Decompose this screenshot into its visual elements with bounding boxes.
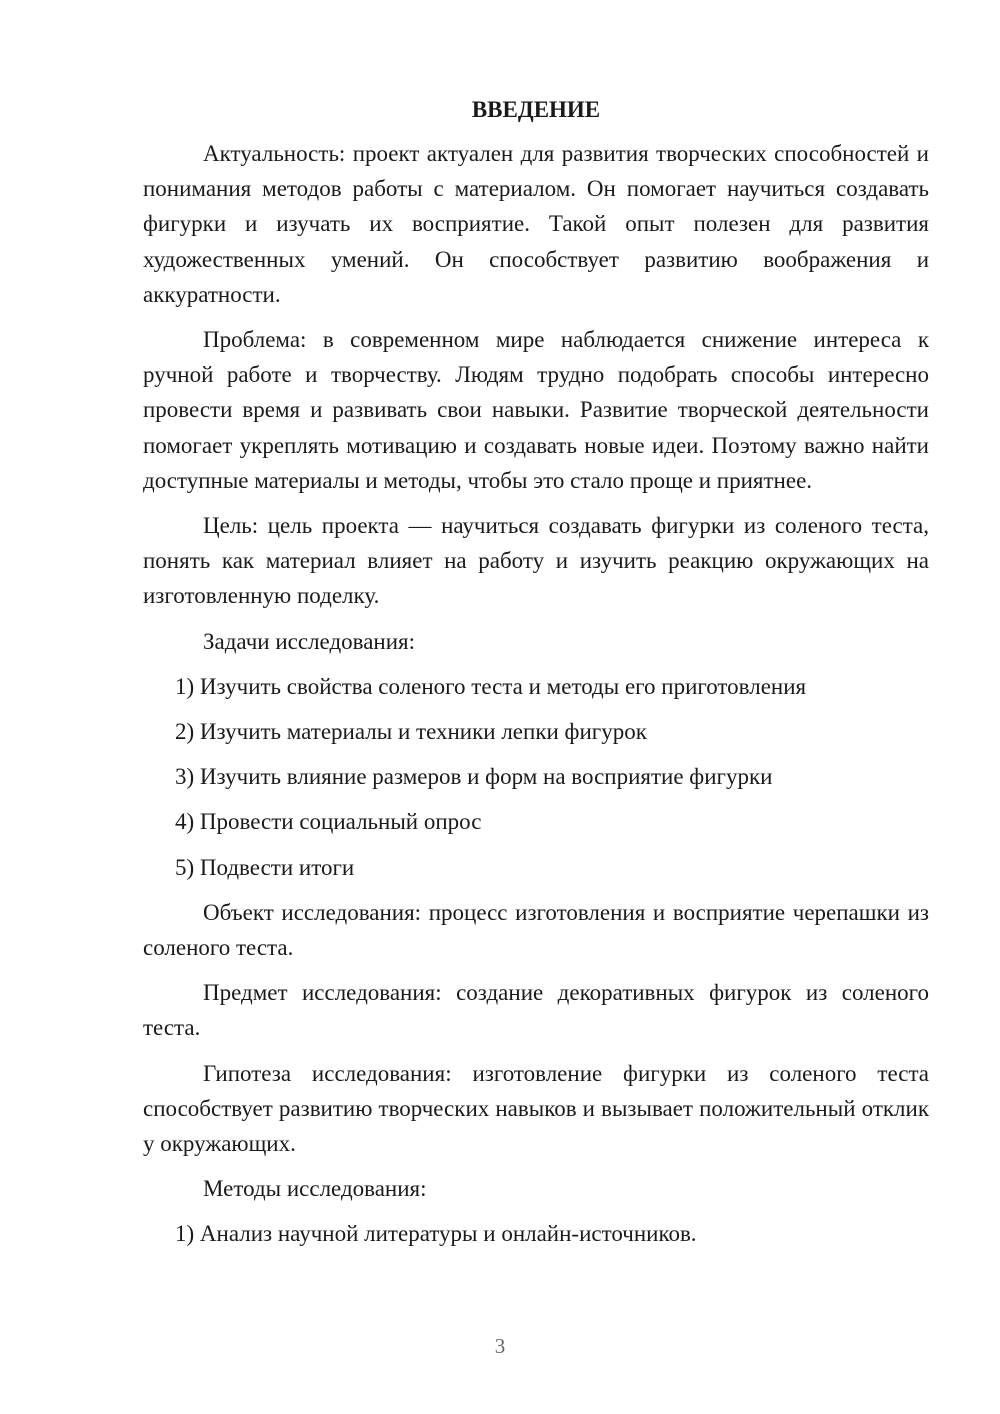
page-title: ВВЕДЕНИЕ — [471, 97, 601, 122]
task-item-1: 1) Изучить свойства соленого теста и методы его приготовления — [175, 673, 807, 699]
task-item-5: 5) Подвести итоги — [175, 854, 355, 880]
object-paragraph: Объект исследования: процесс изготовления и восприятие черепашки из соленого теста. — [143, 899, 929, 961]
hypothesis-paragraph: Гипотеза исследования: изготовление фигурки из соленого теста способствует развитию творческих навыков и вызывает положительный отклик у окружающих. — [143, 1060, 929, 1157]
methods-heading: Методы исследования: — [203, 1176, 427, 1202]
page-content — [143, 92, 929, 1262]
relevance-paragraph: Актуальность: проект актуален для развития творческих способностей и понимания методов работы с материалом. Он помогает научиться создавать фигурки и изучать их восприятие. Такой опыт полезен для развития художественных умений. Он способствует развитию воображения и аккуратности. — [143, 141, 929, 307]
task-item-3: 3) Изучить влияние размеров и форм на восприятие фигурки — [175, 764, 773, 790]
tasks-heading: Задачи исследования: — [203, 628, 416, 654]
task-item-2: 2) Изучить материалы и техники лепки фигурок — [175, 719, 647, 745]
page-number: 3 — [494, 1334, 506, 1358]
subject-paragraph: Предмет исследования: создание декоративных фигурок из соленого теста. — [143, 980, 929, 1041]
task-item-4: 4) Провести социальный опрос — [175, 809, 482, 835]
method-item-1: 1) Анализ научной литературы и онлайн-источников. — [175, 1221, 697, 1247]
goal-paragraph: Цель: цель проекта — научиться создавать фигурки из соленого теста, понять как материал влияет на работу и изучить реакцию окружающих на изготовленную поделку. — [143, 513, 929, 609]
problem-paragraph: Проблема: в современном мире наблюдается снижение интереса к ручной работе и творчеству. Людям трудно подобрать способы интересно провести время и развивать свои навыки. Развитие творческой деятельности помогает укреплять мотивацию и создавать новые идеи. Поэтому важно найти доступные материалы и методы, чтобы это стало проще и приятнее. — [143, 327, 929, 493]
